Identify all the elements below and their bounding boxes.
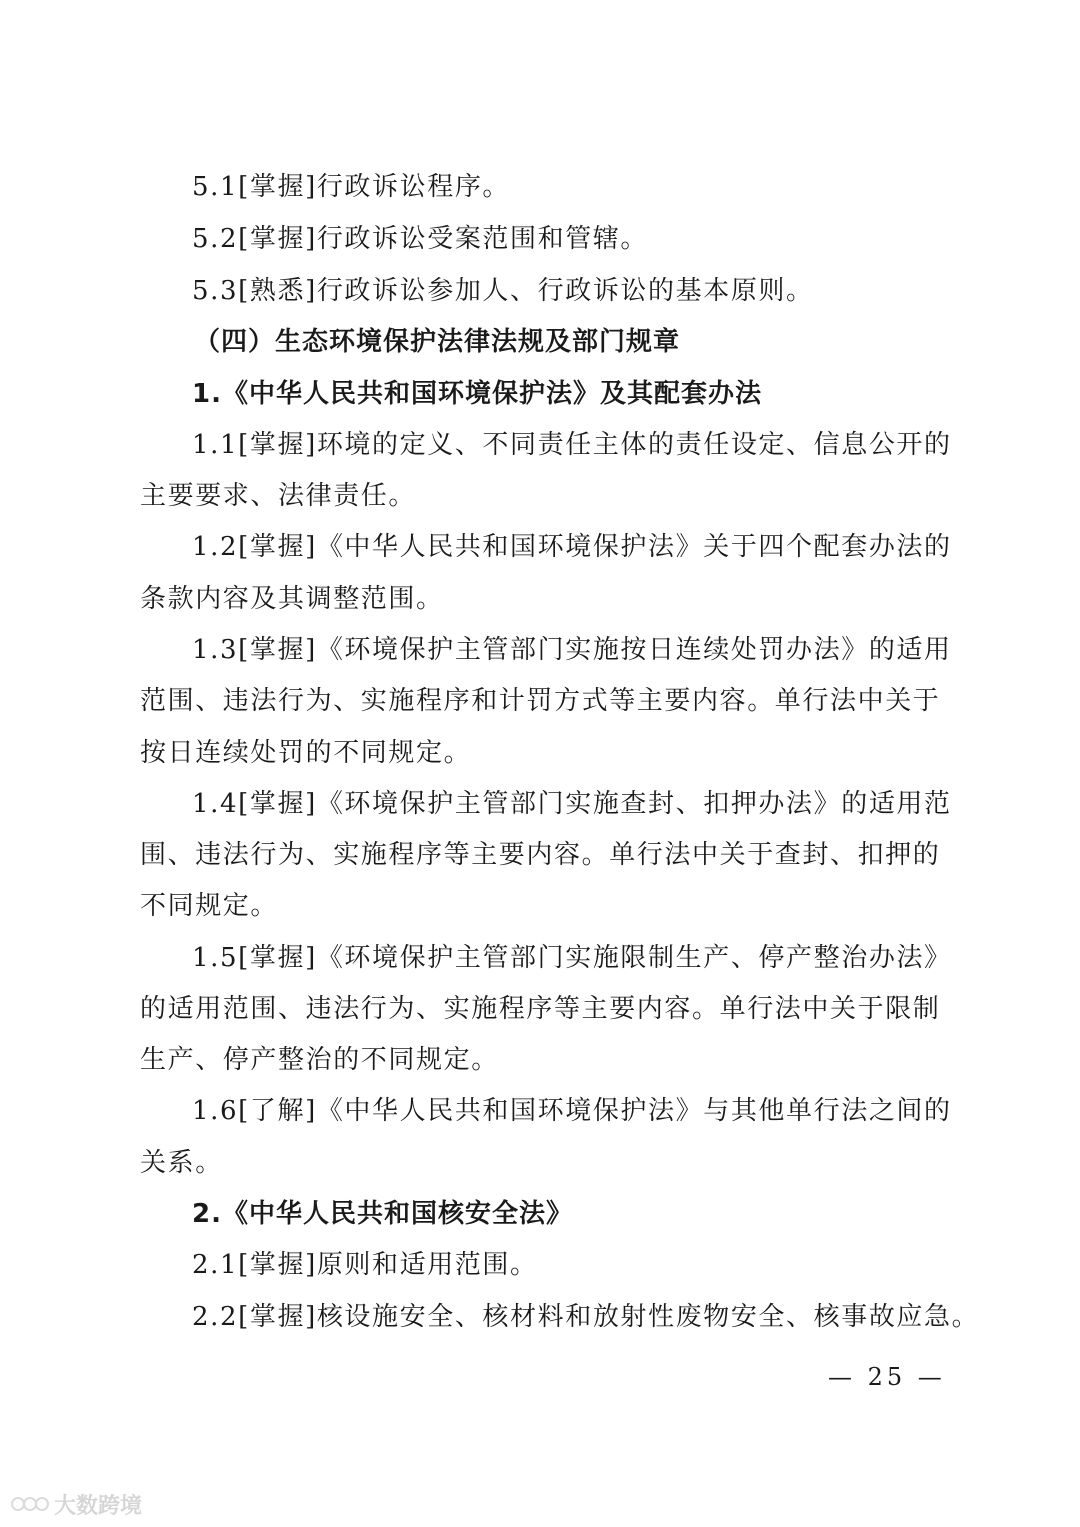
text-line: 1.2[掌握]《中华人民共和国环境保护法》关于四个配套办法的 <box>192 532 952 562</box>
text-line: 关系。 <box>140 1148 223 1178</box>
subsection-heading: 2.《中华人民共和国核安全法》 <box>192 1199 573 1229</box>
text-line: 5.1[掌握]行政诉讼程序。 <box>192 172 511 202</box>
text-line: 条款内容及其调整范围。 <box>140 584 444 614</box>
text-line: 1.1[掌握]环境的定义、不同责任主体的责任设定、信息公开的 <box>192 430 952 460</box>
text-line: 生产、停产整治的不同规定。 <box>140 1045 499 1075</box>
watermark <box>10 1490 142 1518</box>
text-line: 1.5[掌握]《环境保护主管部门实施限制生产、停产整治办法》 <box>192 943 952 973</box>
text-line: 5.3[熟悉]行政诉讼参加人、行政诉讼的基本原则。 <box>192 276 814 306</box>
watermark-text: 大数跨境 <box>54 1493 143 1519</box>
text-line: 1.4[掌握]《环境保护主管部门实施查封、扣押办法》的适用范 <box>192 789 952 819</box>
text-line: 的适用范围、违法行为、实施程序等主要内容。单行法中关于限制 <box>140 994 941 1024</box>
text-line: 主要要求、法律责任。 <box>140 481 417 511</box>
text-line: 2.1[掌握]原则和适用范围。 <box>192 1250 538 1280</box>
watermark-logo-icon <box>10 1493 50 1515</box>
text-line: 不同规定。 <box>140 891 279 921</box>
text-line: 范围、违法行为、实施程序和计罚方式等主要内容。单行法中关于 <box>140 686 941 716</box>
text-line: 2.2[掌握]核设施安全、核材料和放射性废物安全、核事故应急。 <box>192 1302 980 1332</box>
text-line: 围、违法行为、实施程序等主要内容。单行法中关于查封、扣押的 <box>140 840 941 870</box>
text-line: 1.6[了解]《中华人民共和国环境保护法》与其他单行法之间的 <box>192 1096 952 1126</box>
text-line: 5.2[掌握]行政诉讼受案范围和管辖。 <box>192 224 649 254</box>
subsection-heading: 1.《中华人民共和国环境保护法》及其配套办法 <box>192 379 762 409</box>
page-number: — 25 — <box>828 1363 946 1391</box>
text-line: 按日连续处罚的不同规定。 <box>140 738 472 768</box>
text-line: 1.3[掌握]《环境保护主管部门实施按日连续处罚办法》的适用 <box>192 635 952 665</box>
section-heading: （四）生态环境保护法律法规及部门规章 <box>194 327 681 357</box>
